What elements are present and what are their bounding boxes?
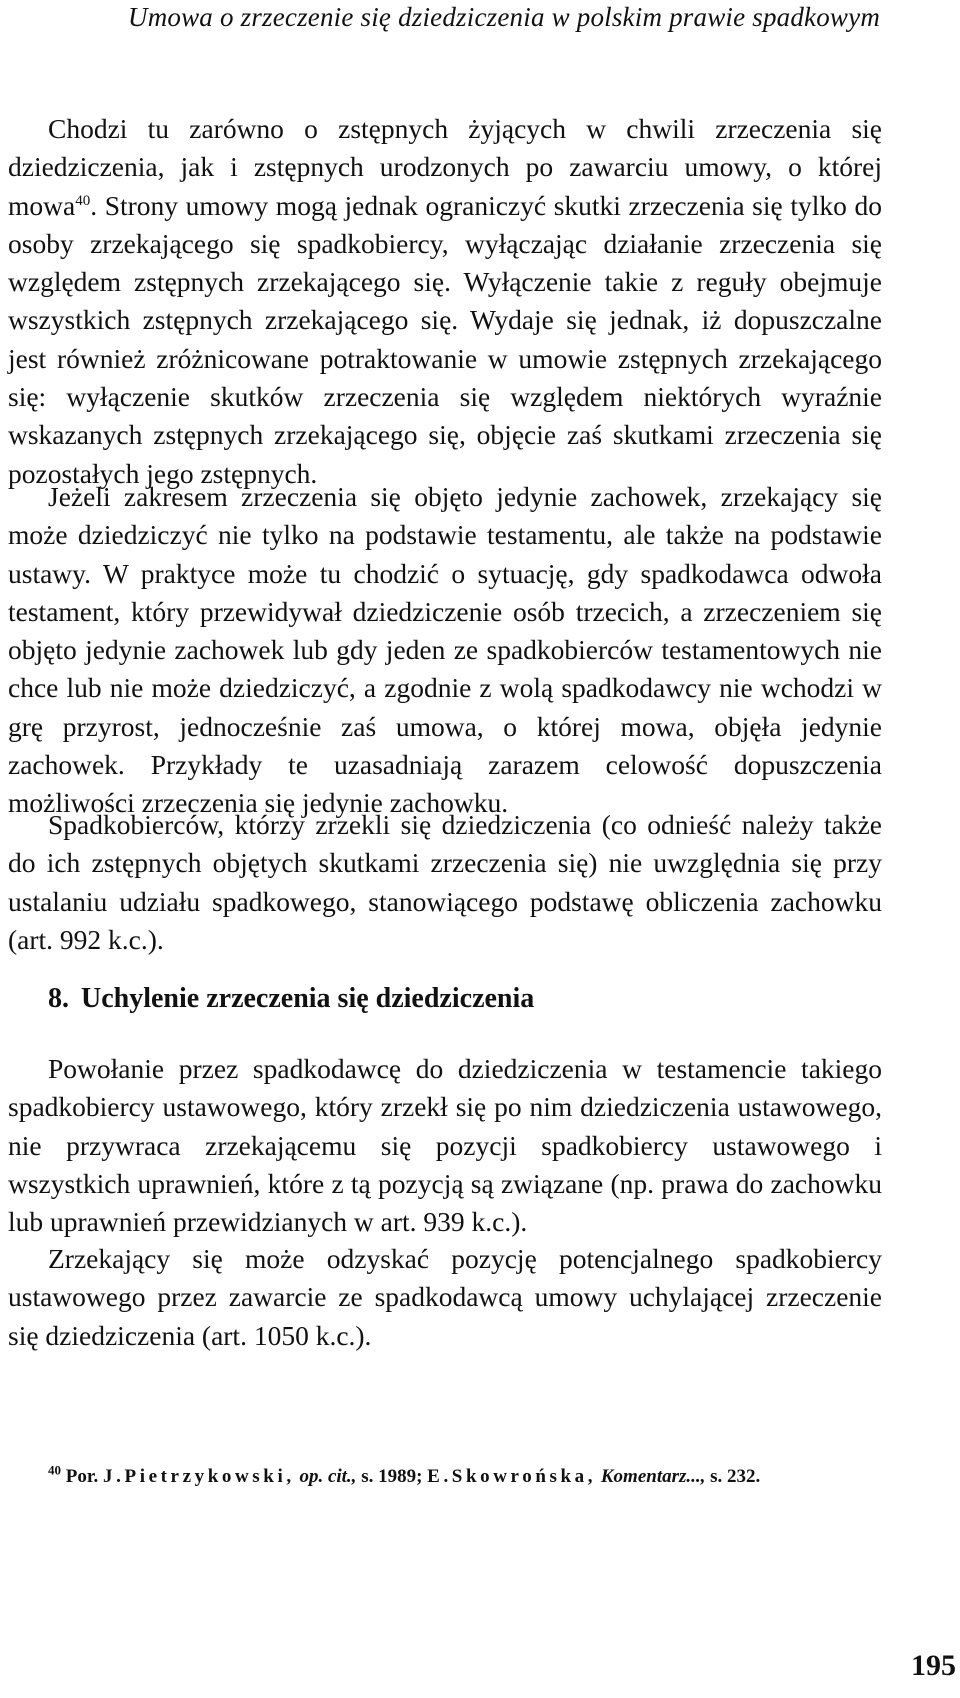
section-number: 8. bbox=[48, 983, 69, 1014]
footnote bbox=[48, 1464, 760, 1490]
section-heading bbox=[48, 982, 534, 1016]
footnote-reference[interactable]: 40 bbox=[75, 192, 91, 209]
footnote-text: s. 232. bbox=[710, 1466, 761, 1487]
paragraph-text: . Strony umowy mogą jednak ograniczyć skutki zrzeczenia się tylko do osoby zrzekającego się spadkobiercy, wyłączając działanie zrzeczenia się względem zstępnych zrzekającego się. Wyłączenie takie z reguły obejmuje wszystkich zstępnych zrzekającego się. Wydaje się jednak, iż dopuszczalne jest również zróżnicowane potraktowanie w umowie zstępnych zrzekającego się: wyłączenie skutków zrzeczenia się względem niektórych wyraźnie wskazanych zstępnych zrzekającego się, objęcie zaś skutkami zrzeczenia się pozostałych jego zstępnych. bbox=[8, 189, 882, 489]
footnote-mark: 40 bbox=[48, 1462, 61, 1478]
footnote-citation: Komentarz..., bbox=[600, 1466, 706, 1487]
footnote-author: E.Skowrońska, bbox=[427, 1466, 597, 1487]
running-header: Umowa o zrzeczenie się dziedziczenia w polskim prawie spadkowym bbox=[128, 2, 881, 32]
section-title: Uchylenie zrzeczenia się dziedziczenia bbox=[81, 983, 535, 1014]
paragraph-reserved-portion: Jeżeli zakresem zrzeczenia się objęto jedynie zachowek, zrzekający się może dziedziczyć nie tylko na podstawie testamentu, ale także na podstawie ustawy. W praktyce może tu chodzić o sytuację, gdy spadkodawca odwoła testament, który przewidywał dziedziczenie osób trzecich, a zrzeczeniem się objęto jedynie zachowek lub gdy jeden ze spadkobierców testamentowych nie chce lub nie może dziedziczyć, a zgodnie z wolą spadkodawcy nie wchodzi w grę przyrost, jednocześnie zaś umowa, o której mowa, objęła jedynie zachowek. Przykłady te uzasadniają zarazem celowość dopuszczenia możliwości zrzeczenia się jedynie zachowku. bbox=[8, 481, 882, 819]
footnote-text: s. 1989; bbox=[361, 1466, 423, 1487]
paragraph-revocation-agreement: Zrzekający się może odzyskać pozycję potencjalnego spadkobiercy ustawowego przez zawarcie ze spadkodawcą umowy uchylającej zrzeczenie się dziedziczenia (art. 1050 k.c.). bbox=[8, 1243, 882, 1351]
paragraph-descendants-scope bbox=[8, 110, 882, 493]
paragraph-text: Chodzi tu zarówno o zstępnych żyjących w chwili zrzeczenia się dziedziczenia, jak i zstępnych urodzonych po zawarciu umowy, o której mowa bbox=[8, 113, 882, 221]
footnote-text: Por. bbox=[65, 1466, 99, 1487]
paragraph-inheritance-share: Spadkobierców, którzy zrzekli się dziedziczenia (co odnieść należy także do ich zstępnych objętych skutkami zrzeczenia się) nie uwzględnia się przy ustalaniu udziału spadkowego, stanowiącego podstawę obliczenia zachowku (art. 992 k.c.). bbox=[8, 809, 882, 955]
page-number: 195 bbox=[911, 1649, 956, 1682]
footnote-citation: op. cit., bbox=[299, 1466, 357, 1487]
footnote-author: J.Pietrzykowski, bbox=[103, 1466, 295, 1487]
paragraph-testament-appointment: Powołanie przez spadkodawcę do dziedziczenia w testamencie takiego spadkobiercy ustawowego, który zrzekł się po nim dziedziczenia ustawowego, nie przywraca zrzekającemu się pozycji spadkobiercy ustawowego i wszystkich uprawnień, które z tą pozycją są związane (np. prawa do zachowku lub uprawnień przewidzianych w art. 939 k.c.). bbox=[8, 1053, 882, 1238]
